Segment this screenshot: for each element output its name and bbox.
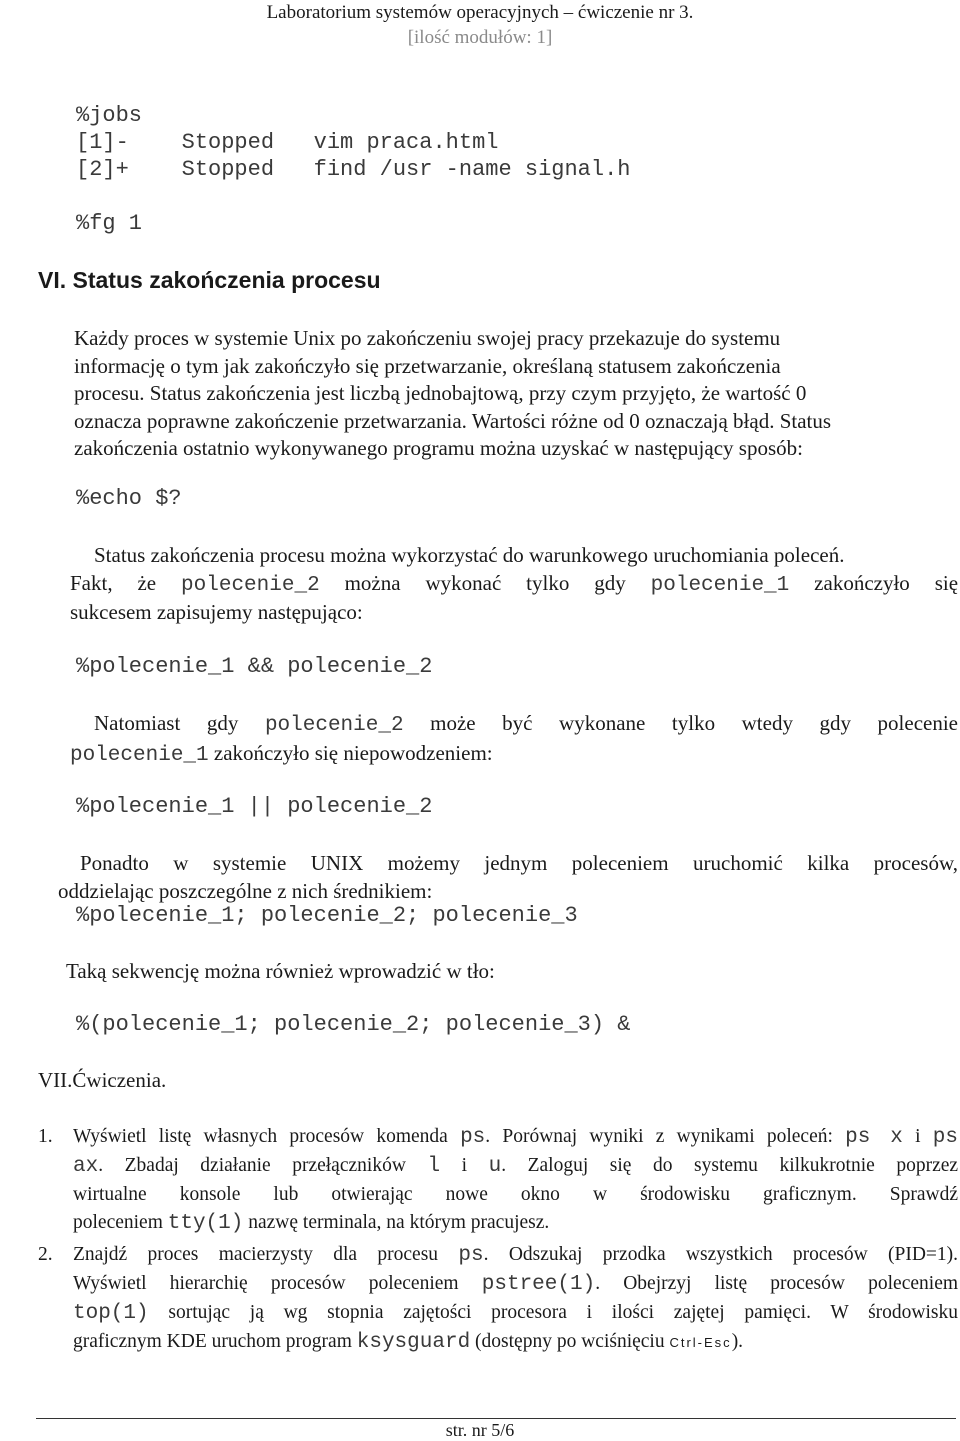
exercise-list bbox=[38, 1123, 958, 1357]
para2-line2 bbox=[70, 570, 958, 600]
paragraph-sequence bbox=[58, 850, 958, 905]
paragraph-conditional bbox=[70, 542, 958, 627]
inline-code: top(1) bbox=[73, 1302, 149, 1325]
text: . Obejrzyj listę procesów poleceniem bbox=[595, 1273, 959, 1294]
section-7-title: VII.Ćwiczenia. bbox=[38, 1068, 167, 1092]
header-title: Laboratorium systemów operacyjnych – ćwiczenie nr 3. bbox=[266, 2, 694, 23]
inline-code: polecenie_2 bbox=[181, 573, 320, 597]
paragraph-failure bbox=[70, 710, 958, 769]
text: i bbox=[461, 1155, 468, 1176]
section-6-title: VI. Status zakończenia procesu bbox=[38, 267, 381, 293]
code-jobs-line1: [1]- Stopped vim praca.html bbox=[76, 130, 499, 155]
item-line bbox=[73, 1241, 958, 1270]
para1-line: informację o tym jak zakończyło się przetwarzanie, określaną statusem zakończenia bbox=[74, 353, 781, 378]
code-jobs-line2: [2]+ Stopped find /usr -name signal.h bbox=[76, 157, 631, 182]
inline-code: l bbox=[427, 1155, 441, 1178]
para1-line: Każdy proces w systemie Unix po zakończeniu swojej pracy przekazuje do systemu bbox=[74, 326, 781, 350]
paragraph-status-intro bbox=[74, 325, 884, 463]
item-line bbox=[73, 1152, 958, 1181]
code-echo: %echo $? bbox=[76, 486, 182, 511]
text: . Porównaj wyniki z wynikami poleceń: bbox=[485, 1126, 833, 1147]
inline-code: pstree(1) bbox=[481, 1273, 596, 1296]
code-or: %polecenie_1 || polecenie_2 bbox=[76, 794, 433, 819]
inline-code: ps bbox=[458, 1244, 484, 1267]
list-item bbox=[38, 1241, 958, 1357]
code-fg: %fg 1 bbox=[76, 211, 143, 236]
item-line bbox=[73, 1270, 958, 1299]
para1-line: oznacza poprawne zakończenie przetwarzania. Wartości różne od 0 oznaczają błąd. Status bbox=[74, 408, 832, 433]
text: Wyświetl listę własnych procesów komenda bbox=[73, 1126, 448, 1147]
item-line bbox=[73, 1328, 958, 1357]
para1-line: zakończenia ostatnio wykonywanego programu można uzyskać w następujący sposób: bbox=[74, 436, 803, 460]
inline-code: polecenie_1 bbox=[650, 573, 790, 597]
code-and: %polecenie_1 && polecenie_2 bbox=[76, 654, 433, 679]
text: Wyświetl hierarchię procesów poleceniem bbox=[73, 1273, 459, 1294]
text: można wykonać tylko gdy bbox=[344, 570, 626, 595]
paragraph-background bbox=[66, 958, 946, 986]
header-subtitle: [ilość modułów: 1] bbox=[407, 27, 553, 48]
para2-line3: sukcesem zapisujemy następująco: bbox=[70, 600, 363, 624]
text: . Odszukaj przodka wszystkich procesów (PID=1). bbox=[483, 1244, 959, 1265]
para4-line2: oddzielając poszczególne z nich średnikiem: bbox=[58, 878, 433, 903]
inline-code: polecenie_1 bbox=[70, 743, 209, 767]
para3-line1 bbox=[70, 710, 958, 740]
text: poleceniem bbox=[73, 1212, 163, 1233]
text: Fakt, że bbox=[70, 570, 157, 595]
item-line: wirtualne konsole lub otwierając nowe okno w środowisku graficznym. Sprawdź bbox=[73, 1184, 958, 1205]
keyboard-shortcut: Ctrl-Esc bbox=[669, 1335, 732, 1350]
list-number: 2. bbox=[38, 1244, 53, 1265]
para1-line: procesu. Status zakończenia jest liczbą jednobajtową, przy czym przyjęto, że wartość 0 bbox=[74, 381, 807, 405]
inline-code: polecenie_2 bbox=[264, 714, 404, 737]
code-seq: %polecenie_1; polecenie_2; polecenie_3 bbox=[76, 903, 578, 928]
text: nazwę terminala, na którym pracujesz. bbox=[248, 1212, 550, 1233]
text: graficznym KDE uruchom program bbox=[73, 1331, 352, 1352]
inline-code: u bbox=[488, 1155, 502, 1178]
text: Znajdź proces macierzysty dla procesu bbox=[73, 1244, 439, 1265]
item-line bbox=[73, 1209, 958, 1238]
inline-code: tty(1) bbox=[167, 1212, 244, 1235]
code-bg: %(polecenie_1; polecenie_2; polecenie_3) & bbox=[76, 1012, 631, 1037]
text: . Zaloguj się do systemu kilkukrotnie poprzez bbox=[501, 1155, 959, 1176]
text: (dostępny po wciśnięciu bbox=[475, 1331, 665, 1352]
text: Natomiast gdy bbox=[94, 711, 239, 735]
text: . Zbadaj działanie przełączników bbox=[98, 1155, 406, 1176]
item-line bbox=[73, 1299, 958, 1328]
inline-code: ps x bbox=[845, 1126, 903, 1149]
list-number: 1. bbox=[38, 1126, 53, 1147]
text: sortując ją wg stopnia zajętości procesora i ilości zajętej pamięci. W środowisku bbox=[168, 1302, 959, 1323]
inline-code: ps bbox=[460, 1126, 486, 1149]
para3-line2 bbox=[70, 740, 958, 770]
inline-code: ps bbox=[932, 1126, 959, 1149]
inline-code: ksysguard bbox=[356, 1331, 471, 1354]
item-line bbox=[73, 1123, 958, 1152]
text: zakończyło się niepowodzeniem: bbox=[213, 740, 493, 765]
page-number: str. nr 5/6 bbox=[445, 1420, 515, 1440]
text: może być wykonane tylko wtedy gdy polecenie bbox=[430, 711, 959, 735]
text: zakończyło się bbox=[814, 570, 959, 595]
inline-code: ax bbox=[73, 1155, 99, 1178]
para4-line1: Ponadto w systemie UNIX możemy jednym poleceniem uruchomić kilka procesów, bbox=[80, 851, 958, 875]
footer-divider bbox=[36, 1418, 956, 1419]
text: i bbox=[915, 1126, 921, 1147]
para5-line: Taką sekwencję można również wprowadzić w tło: bbox=[66, 959, 495, 983]
para2-line1: Status zakończenia procesu można wykorzystać do warunkowego uruchomiania poleceń. bbox=[94, 543, 845, 567]
code-jobs-cmd: %jobs bbox=[76, 103, 143, 128]
text: ). bbox=[731, 1331, 744, 1352]
list-item bbox=[38, 1123, 958, 1238]
